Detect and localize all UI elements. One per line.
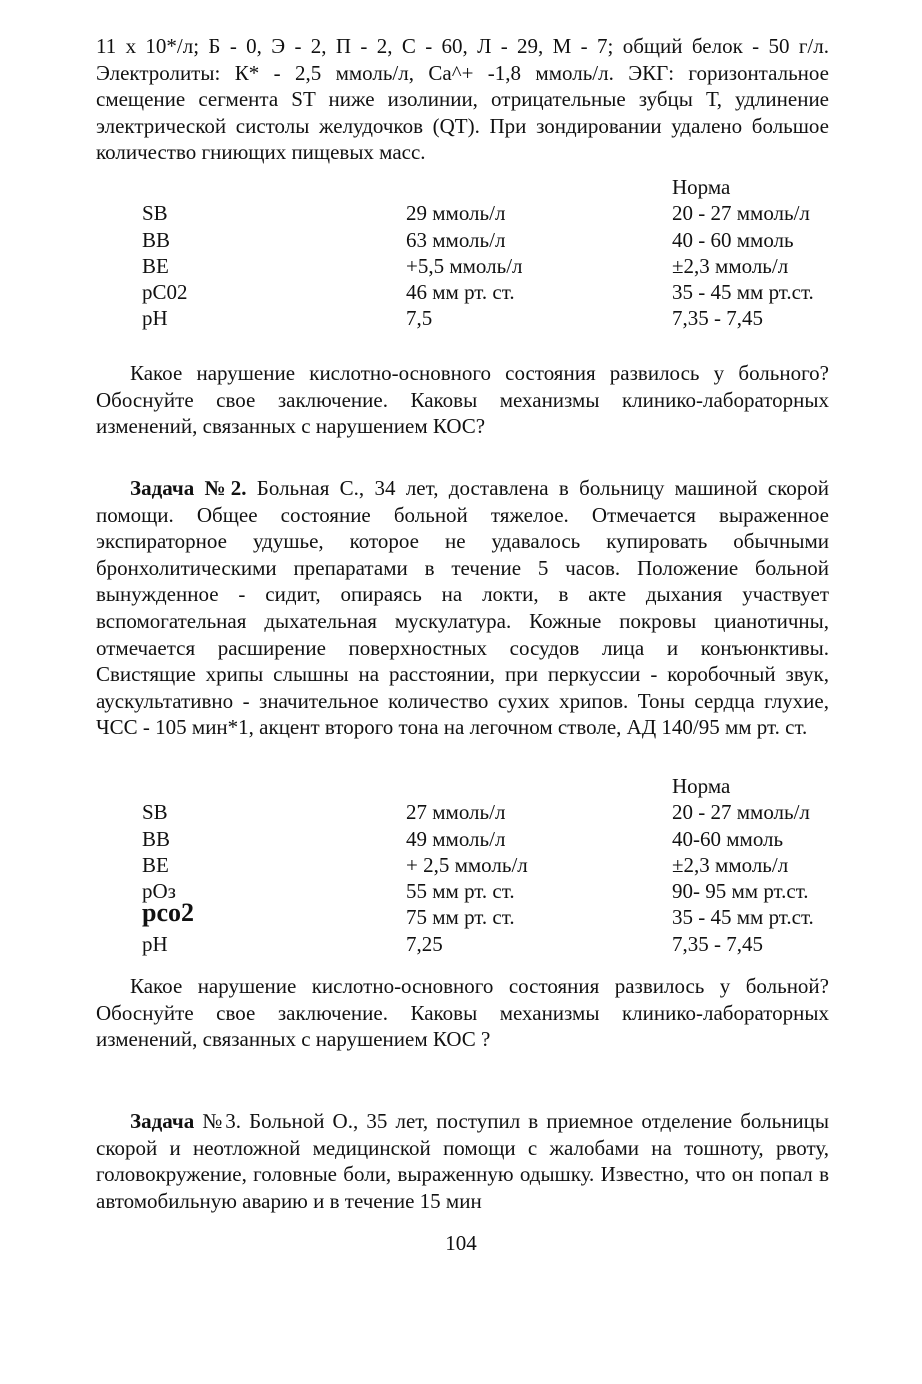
param-cell: SB (142, 201, 168, 226)
norm-cell: 7,35 - 7,45 (672, 306, 763, 331)
value-cell: +5,5 ммоль/л (406, 253, 523, 278)
norm-cell: 90- 95 мм рт.ст. (672, 879, 809, 904)
norm-cell: 40-60 ммоль (672, 826, 784, 851)
norm-cell: 7,35 - 7,45 (672, 931, 763, 956)
value-cell: 7,5 (406, 306, 433, 331)
norm-cell: 40 - 60 ммоль (672, 227, 794, 252)
norm-cell: 20 - 27 ммоль/л (672, 800, 810, 825)
task-3-label: Задача (130, 1109, 195, 1133)
task-2-paragraph (96, 475, 829, 741)
param-cell: SB (142, 800, 168, 825)
value-cell: 75 мм рт. ст. (406, 905, 515, 930)
value-cell: 49 ммоль/л (406, 826, 506, 851)
value-cell: 55 мм рт. ст. (406, 879, 515, 904)
norm-header: Норма (672, 175, 731, 199)
lab-table-1 (142, 174, 842, 332)
norm-cell: 35 - 45 мм рт.ст. (672, 280, 814, 305)
value-cell: 29 ммоль/л (406, 201, 506, 226)
task-3-text: №3. Больной О., 35 лет, поступил в приемное отделение больницы скорой и неотложной медицинской помощи с жалобами на тошноту, рвоту, головокружение, головные боли, выраженную одышку. Известно, что он попал в автомобильную аварию и в течение 15 мин (96, 1109, 829, 1213)
task-2-label: Задача №2. (130, 476, 247, 500)
param-cell: pco2 (142, 898, 194, 928)
value-cell: + 2,5 ммоль/л (406, 852, 528, 877)
param-cell: BB (142, 826, 171, 851)
table-row (142, 227, 842, 253)
question-1: Какое нарушение кислотно-основного состояния развилось у больного? Обоснуйте свое заключение. Каковы механизмы клинико-лабораторных изменений, связанных с нарушением КОС? (96, 361, 829, 439)
param-cell: BB (142, 227, 171, 252)
table-header-row (142, 773, 842, 799)
lab-table-2 (142, 773, 842, 957)
task-2-text: Больная С., 34 лет, доставлена в больницу машиной скорой помощи. Общее состояние больной тяжелое. Отмечается выраженное экспираторное удушье, которое не удавалось купировать обычными бронхолитическими препаратами в течение 5 часов. Положение больной вынужденное - сидит, опираясь на локти, в акте дыхания участвует вспомогательная дыхательная мускулатура. Кожные покровы цианотичны, отмечается расширение поверхностных сосудов лица и конъюнктивы. Свистящие хрипы слышны на расстоянии, при перкуссии - коробочный звук, аускультативно - значительное количество сухих хрипов. Тоны сердца глухие, ЧСС - 105 мин*1, акцент второго тона на легочном стволе, АД 140/95 мм рт. ст. (96, 476, 830, 740)
page-number: 104 (445, 1231, 477, 1255)
table-row (142, 799, 842, 825)
param-cell: BE (142, 253, 169, 278)
norm-cell: 20 - 27 ммоль/л (672, 201, 810, 226)
param-cell: pH (142, 306, 168, 331)
table-row (142, 200, 842, 226)
value-cell: 7,25 (406, 931, 443, 956)
norm-header: Норма (672, 774, 731, 798)
param-cell: pOз (142, 879, 176, 904)
norm-cell: ±2,3 ммоль/л (672, 852, 789, 877)
value-cell: 63 ммоль/л (406, 227, 506, 252)
param-cell: pC02 (142, 280, 188, 305)
norm-cell: ±2,3 ммоль/л (672, 253, 789, 278)
question-2: Какое нарушение кислотно-основного состояния развилось у больной? Обоснуйте свое заключение. Каковы механизмы клинико-лабораторных изменений, связанных с нарушением КОС ? (96, 974, 829, 1052)
table-row (142, 931, 842, 957)
table-row (142, 305, 842, 331)
table-row (142, 826, 842, 852)
table-header-row (142, 174, 842, 200)
task-3-paragraph (96, 1108, 829, 1214)
norm-cell: 35 - 45 мм рт.ст. (672, 905, 814, 930)
param-cell: pH (142, 931, 168, 956)
table-row (142, 279, 842, 305)
table-row (142, 878, 842, 904)
value-cell: 27 ммоль/л (406, 800, 506, 825)
table-row (142, 852, 842, 878)
value-cell: 46 мм рт. ст. (406, 280, 515, 305)
intro-paragraph: 11 x 10*/л; Б - 0, Э - 2, П - 2, С - 60, Л - 29, М - 7; общий белок - 50 г/л. Электролиты: К* - 2,5 ммоль/л, Са^+ -1,8 ммоль/л. ЭКГ: горизонтальное смещение сегмента ST ниже изолинии, отрицательные зубцы Т, удлинение электрической систолы желудочков (QT). При зондировании удалено большое количество гниющих пищевых масс. (96, 34, 829, 165)
table-row (142, 898, 842, 930)
param-cell: BE (142, 852, 169, 877)
table-row (142, 253, 842, 279)
